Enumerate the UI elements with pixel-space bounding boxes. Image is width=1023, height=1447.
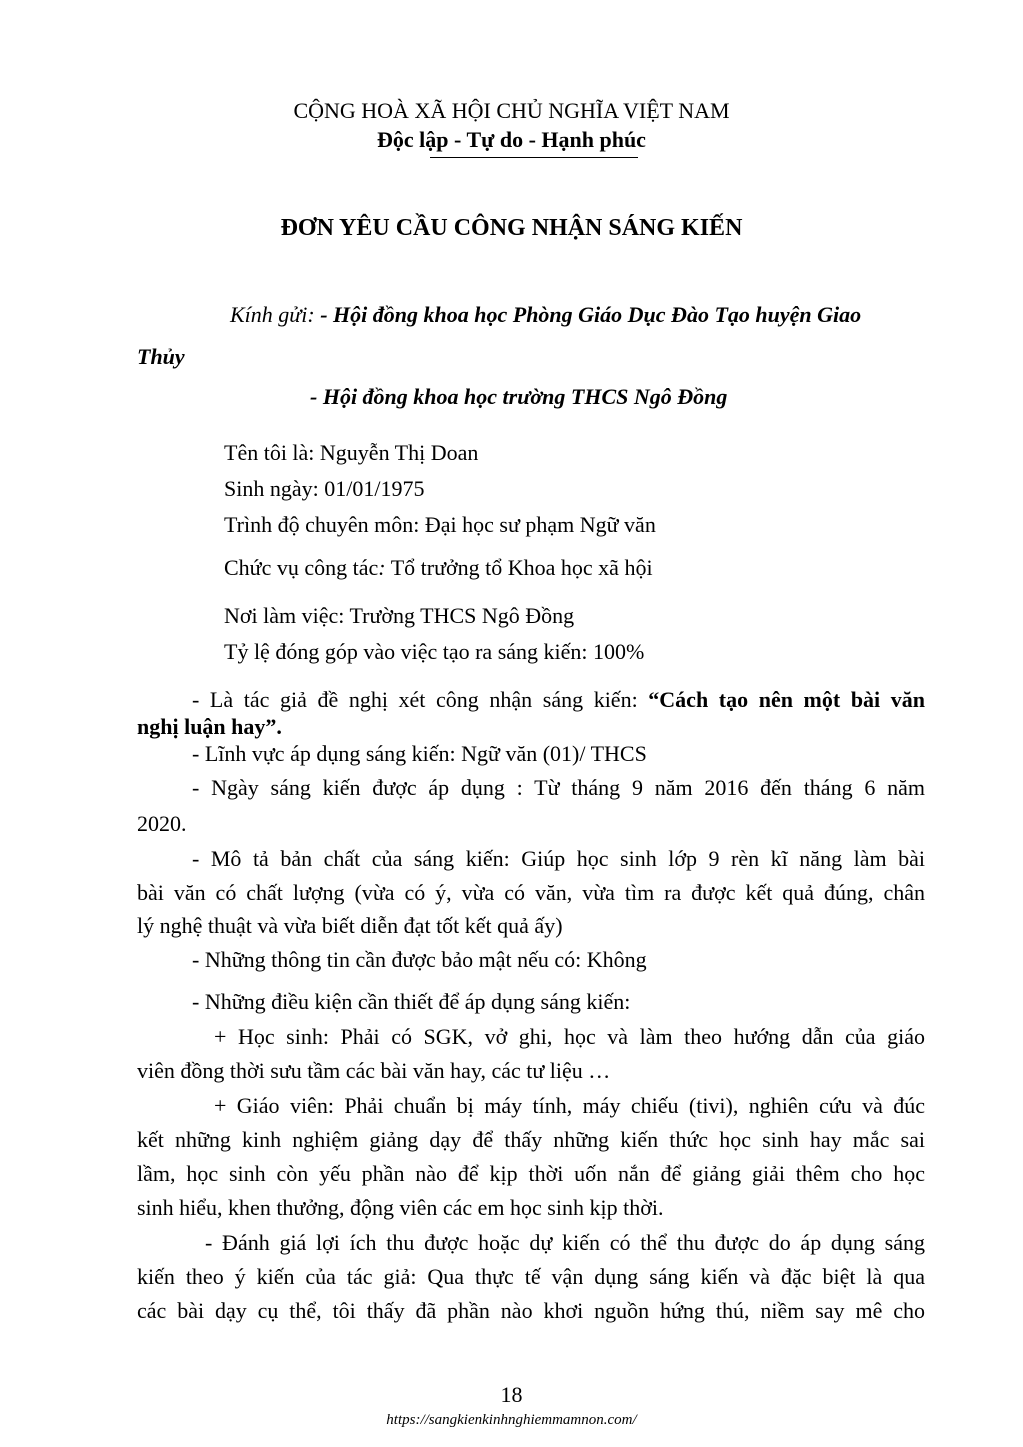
benefit-line-3: các bài dạy cụ thể, tôi thấy đã phần nào khơi nguồn hứng thú, niềm say mê cho (137, 1298, 925, 1323)
teachers-line-2: kết những kinh nghiệm giảng dạy để thấy những kiến thức học sinh hay mắc sai (137, 1127, 925, 1152)
application-date-line-1: - Ngày sáng kiến được áp dụng : Từ tháng 9 năm 2016 đến tháng 6 năm (192, 775, 925, 800)
document-title: ĐƠN YÊU CẦU CÔNG NHẬN SÁNG KIẾN (280, 215, 743, 241)
students-line-1: + Học sinh: Phải có SGK, vở ghi, học và làm theo hướng dẫn của giáo (214, 1024, 925, 1049)
author-position (224, 555, 653, 581)
students-line-2: viên đồng thời sưu tầm các bài văn hay, các tư liệu … (137, 1058, 611, 1083)
recipient-2: - Hội đồng khoa học trường THCS Ngô Đồng (310, 384, 728, 409)
benefit-line-1: - Đánh giá lợi ích thu được hoặc dự kiến có thể thu được do áp dụng sáng (205, 1230, 925, 1255)
recipients-line-1 (230, 302, 861, 328)
author-initiative-line-1 (192, 687, 925, 713)
conditions-heading: - Những điều kiện cần thiết để áp dụng sáng kiến: (192, 989, 631, 1014)
field-of-application: - Lĩnh vực áp dụng sáng kiến: Ngữ văn (01)/ THCS (192, 741, 647, 766)
nation-header: CỘNG HOÀ XÃ HỘI CHỦ NGHĨA VIỆT NAM (293, 98, 730, 123)
author-name: Tên tôi là: Nguyễn Thị Doan (224, 440, 479, 465)
author-contribution: Tỷ lệ đóng góp vào việc tạo ra sáng kiến: 100% (224, 639, 645, 664)
application-date-line-2: 2020. (137, 811, 187, 836)
teachers-line-1: + Giáo viên: Phải chuẩn bị máy tính, máy chiếu (tivi), nghiên cứu và đúc (214, 1093, 925, 1118)
author-dob: Sinh ngày: 01/01/1975 (224, 476, 425, 501)
motto: Độc lập - Tự do - Hạnh phúc (377, 127, 646, 152)
author-qualification: Trình độ chuyên môn: Đại học sư phạm Ngữ văn (224, 512, 656, 537)
author-prefix: - Là tác giả đề nghị xét công nhận sáng kiến: (192, 687, 649, 712)
initiative-title-part-2: nghị luận hay”. (137, 714, 282, 739)
position-label: Chức vụ công tác (224, 555, 379, 580)
author-workplace: Nơi làm việc: Trường THCS Ngô Đồng (224, 603, 575, 628)
recipient-1-continued: Thủy (137, 344, 185, 369)
teachers-line-3: lầm, học sinh còn yếu phần nào để kịp thời uốn nắn để giảng giải thêm cho học (137, 1161, 925, 1186)
description-line-3: lý nghệ thuật và vừa biết diễn đạt tốt kết quả ấy) (137, 913, 563, 938)
page-number: 18 (500, 1382, 523, 1407)
footer-url[interactable]: https://sangkienkinhnghiemmamnon.com/ (386, 1412, 637, 1428)
recipients-label: Kính gửi: (230, 302, 315, 327)
description-line-1: - Mô tả bản chất của sáng kiến: Giúp học sinh lớp 9 rèn kĩ năng làm bài (192, 846, 925, 871)
benefit-line-2: kiến theo ý kiến của tác giả: Qua thực tế vận dụng sáng kiến và đặc biệt là qua (137, 1264, 925, 1289)
description-line-2: bài văn có chất lượng (vừa có ý, vừa có văn, vừa tìm ra được kết quả đúng, chân (137, 880, 925, 905)
position-colon: : (378, 555, 386, 580)
initiative-title-part-1: “Cách tạo nên một bài văn (648, 687, 925, 712)
recipient-1: - Hội đồng khoa học Phòng Giáo Dục Đào Tạo huyện Giao (314, 302, 862, 327)
position-value: Tổ trưởng tổ Khoa học xã hội (385, 555, 653, 580)
motto-underline (430, 157, 638, 158)
confidential-info: - Những thông tin cần được bảo mật nếu có: Không (192, 947, 647, 972)
teachers-line-4: sinh hiểu, khen thưởng, động viên các em học sinh kịp thời. (137, 1195, 664, 1220)
